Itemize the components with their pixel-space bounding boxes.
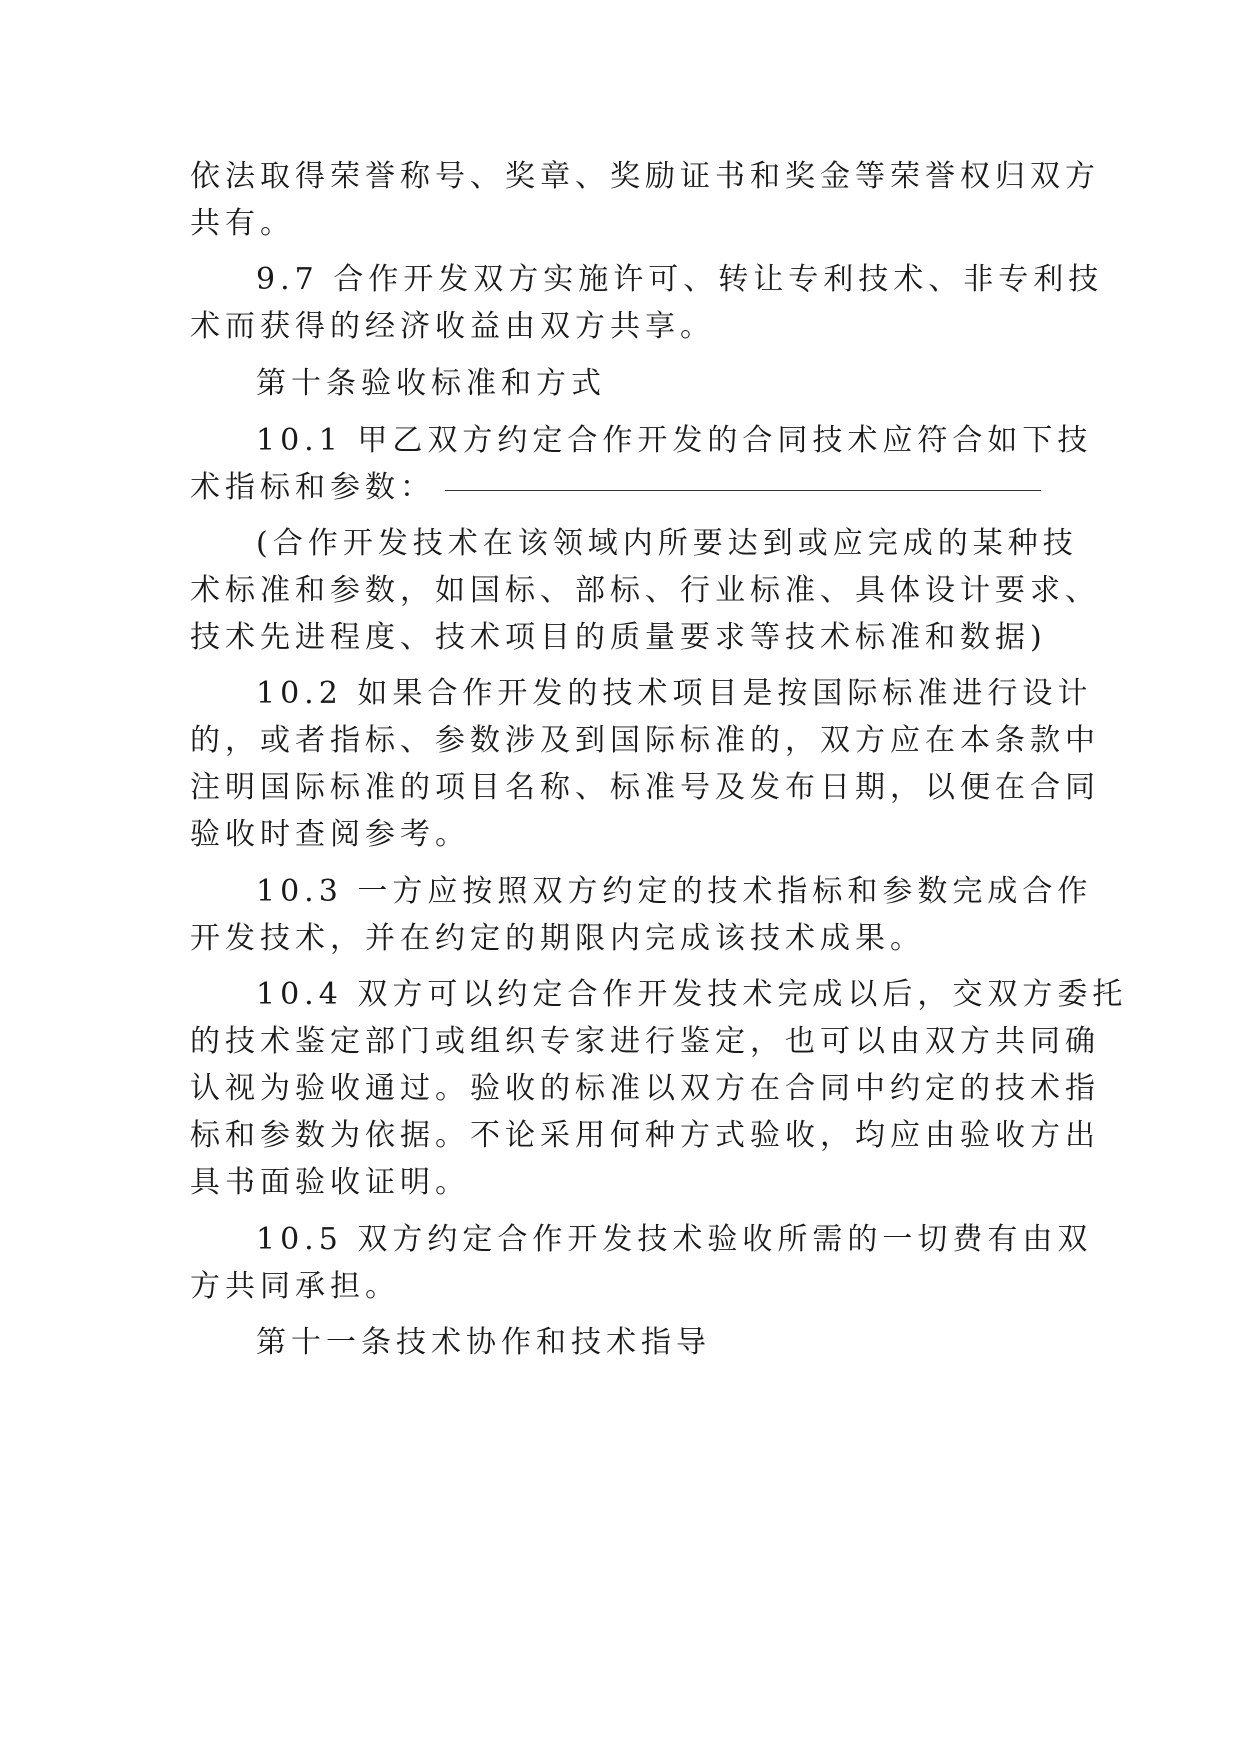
text-line-with-blank: [190, 468, 1041, 508]
section-heading-10: 第十条验收标准和方式: [256, 366, 606, 401]
fill-in-blank-line: [445, 490, 1041, 491]
text-line: 术而获得的经济收益由双方共享。: [190, 309, 715, 344]
text-line: 验收时查阅参考。: [190, 817, 470, 852]
text-line: 开发技术，并在约定的期限内完成该技术成果。: [190, 921, 925, 956]
text-line: 方共同承担。: [190, 1269, 400, 1304]
parenthetical-note: (合作开发技术在该领域内所要达到或应完成的某种技: [256, 526, 1078, 561]
text-line: 的技术鉴定部门或组织专家进行鉴定，也可以由双方共同确: [190, 1024, 1100, 1059]
text-line: 标和参数为依据。不论采用何种方式验收，均应由验收方出: [190, 1118, 1100, 1153]
text-line: 技术先进程度、技术项目的质量要求等技术标准和数据): [190, 620, 1047, 655]
text-line: 的，或者指标、参数涉及到国际标准的，双方应在本条款中: [190, 723, 1100, 758]
text-line: 术标准和参数，如国标、部标、行业标准、具体设计要求、: [190, 573, 1100, 608]
section-heading-11: 第十一条技术协作和技术指导: [256, 1325, 711, 1360]
text-line: 术指标和参数：: [190, 470, 435, 505]
text-line: 具书面验收证明。: [190, 1165, 470, 1200]
paragraph-9-7: 9.7 合作开发双方实施许可、转让专利技术、非专利技: [256, 262, 1104, 297]
paragraph-10-4: 10.4 双方可以约定合作开发技术完成以后，交双方委托: [256, 977, 1128, 1012]
text-line: 依法取得荣誉称号、奖章、奖励证书和奖金等荣誉权归双方: [190, 159, 1100, 194]
paragraph-10-3: 10.3 一方应按照双方约定的技术指标和参数完成合作: [256, 874, 1093, 909]
paragraph-10-1: 10.1 甲乙双方约定合作开发的合同技术应符合如下技: [256, 423, 1093, 458]
text-line: 共有。: [190, 206, 295, 241]
paragraph-10-5: 10.5 双方约定合作开发技术验收所需的一切费有由双: [256, 1222, 1093, 1257]
paragraph-10-2: 10.2 如果合作开发的技术项目是按国际标准进行设计: [256, 676, 1093, 711]
text-line: 注明国际标准的项目名称、标准号及发布日期，以便在合同: [190, 770, 1100, 805]
text-line: 认视为验收通过。验收的标准以双方在合同中约定的技术指: [190, 1071, 1100, 1106]
